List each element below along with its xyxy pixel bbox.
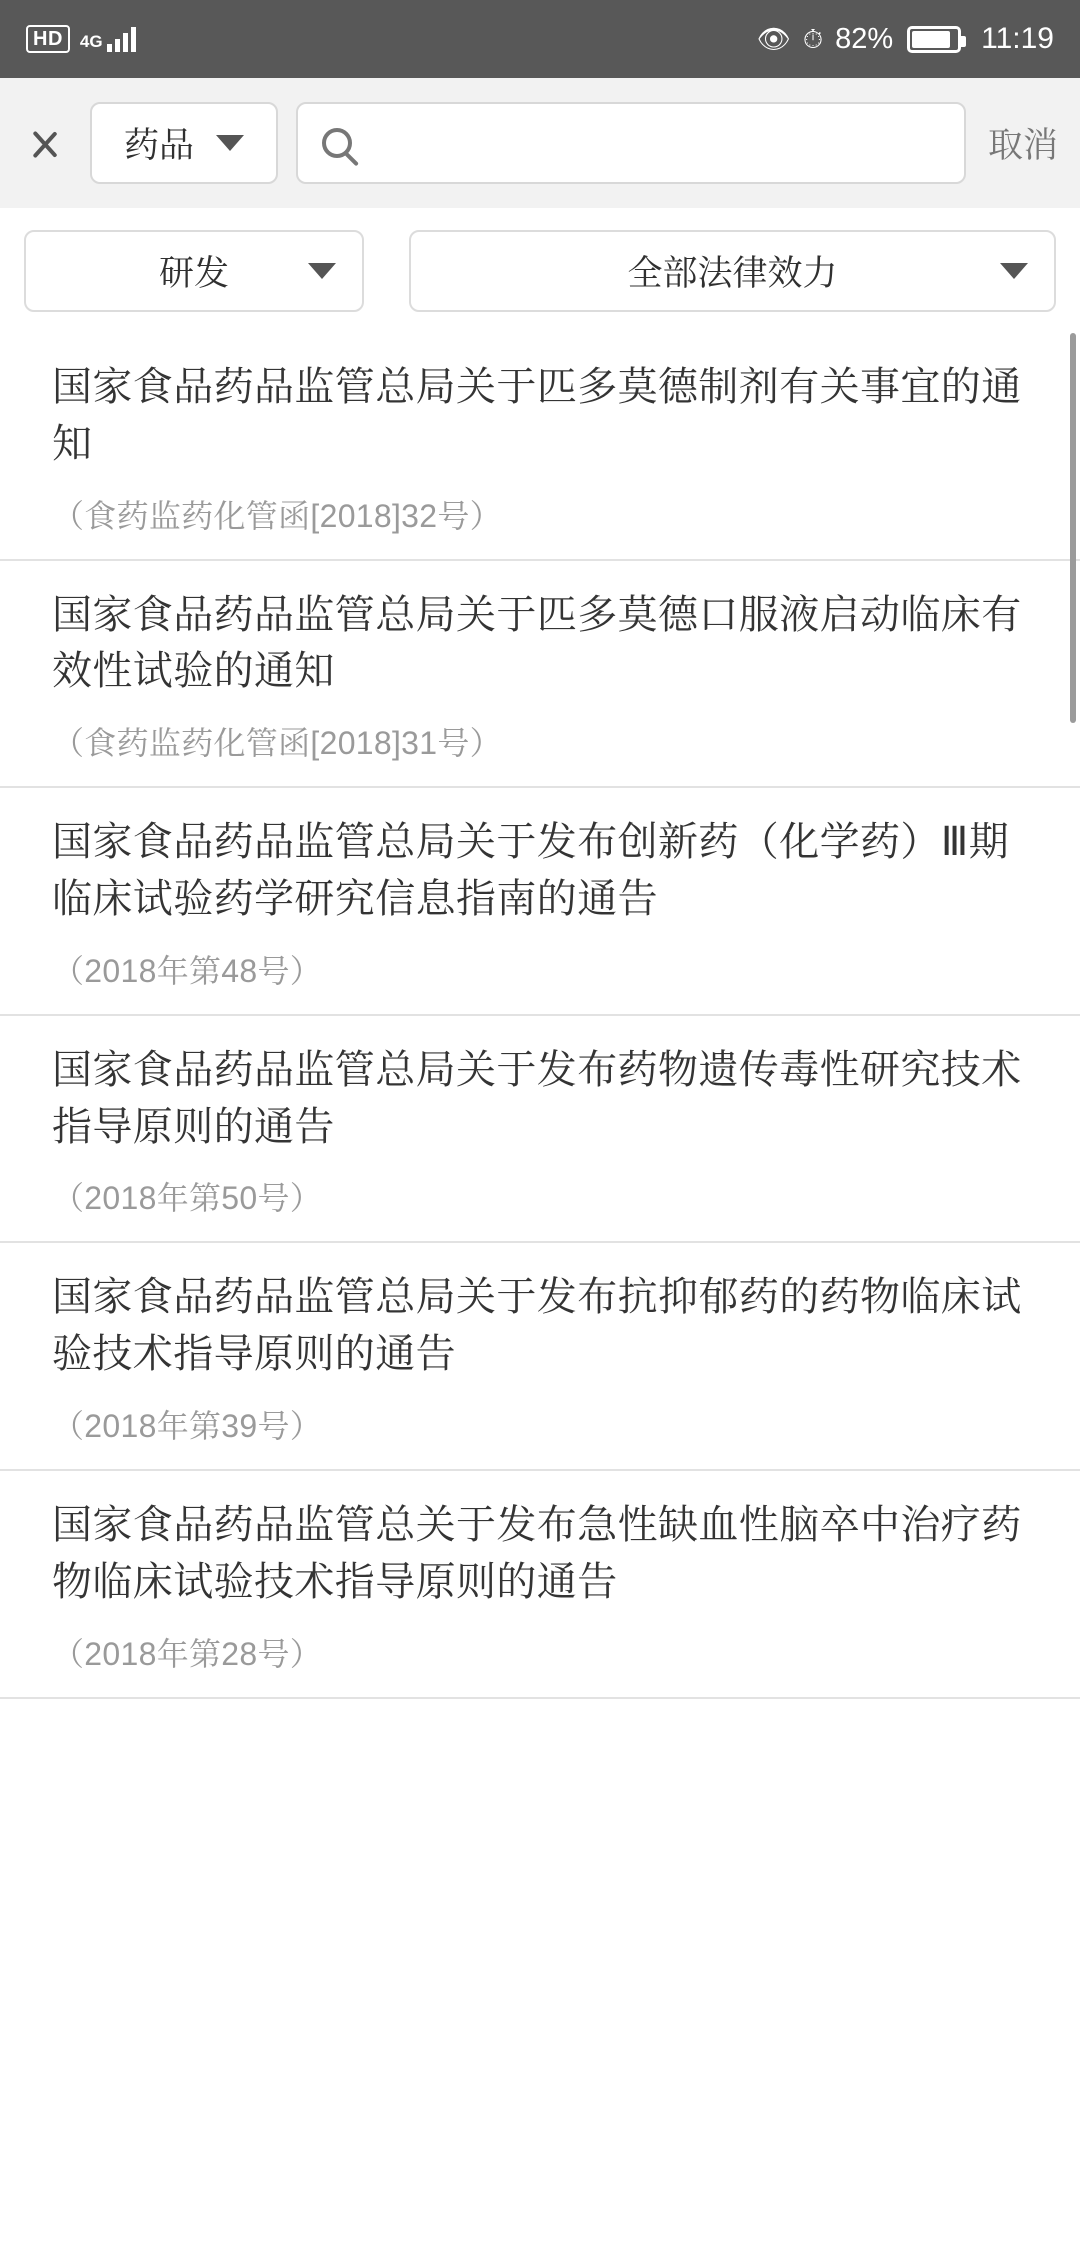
filter-category-label: 研发 [158,253,229,293]
battery-icon [907,26,961,53]
filter-legal-effect-label: 全部法律效力 [627,253,838,293]
alarm-icon: ⏱ [802,24,824,54]
chevron-down-icon [1000,263,1028,279]
battery-percent-label: 82% [835,22,894,55]
search-input[interactable] [372,124,940,162]
filter-bar [0,208,1080,333]
cancel-button[interactable]: 取消 [987,126,1058,165]
list-item[interactable] [0,333,1080,561]
list-item-title: 国家食品药品监管总关于发布急性缺血性脑卒中治疗药物临床试验技术指导原则的通告 [52,1502,1022,1604]
list-item-subtitle: （2018年第48号） [52,952,323,989]
list-item-title: 国家食品药品监管总局关于发布抗抑郁药的药物临床试验技术指导原则的通告 [52,1275,1022,1377]
hd-icon: HD [26,25,70,53]
list-item[interactable] [0,561,1080,789]
clock-label: 11:19 [981,22,1054,55]
status-bar-left [26,25,136,53]
eye-icon: 👁 [756,23,791,54]
search-icon [322,128,352,158]
list-item[interactable] [0,1016,1080,1244]
scrollbar[interactable] [1070,333,1076,723]
result-list [0,333,1080,1699]
list-item[interactable] [0,1243,1080,1471]
list-item-title: 国家食品药品监管总局关于匹多莫德制剂有关事宜的通知 [52,365,1022,466]
status-bar [0,0,1080,78]
back-arrow-icon[interactable] [18,108,72,178]
list-item[interactable] [0,1471,1080,1699]
status-bar-right [757,22,1054,56]
network-type-label: 4G [79,32,103,51]
chevron-down-icon [308,263,336,279]
signal-bars-icon [107,26,136,52]
list-item-title: 国家食品药品监管总局关于匹多莫德口服液启动临床有效性试验的通知 [52,592,1022,694]
list-item-title: 国家食品药品监管总局关于发布药物遗传毒性研究技术指导原则的通告 [52,1047,1022,1149]
signal-icon [80,26,136,52]
chevron-down-icon [216,135,244,151]
filter-category-dropdown[interactable] [24,230,364,312]
list-item-subtitle: （2018年第50号） [52,1180,323,1217]
list-item-subtitle: （2018年第39号） [52,1407,323,1444]
filter-legal-effect-dropdown[interactable] [409,230,1056,312]
list-item[interactable] [0,788,1080,1016]
list-item-subtitle: （食药监药化管函[2018]32号） [52,497,502,534]
category-dropdown[interactable] [90,102,278,184]
search-bar [0,78,1080,208]
list-item-title: 国家食品药品监管总局关于发布创新药（化学药）Ⅲ期临床试验药学研究信息指南的通告 [52,820,1010,921]
list-item-subtitle: （2018年第28号） [52,1635,323,1672]
category-dropdown-label: 药品 [123,126,194,165]
search-field-wrapper[interactable] [296,102,966,184]
list-item-subtitle: （食药监药化管函[2018]31号） [52,725,502,762]
